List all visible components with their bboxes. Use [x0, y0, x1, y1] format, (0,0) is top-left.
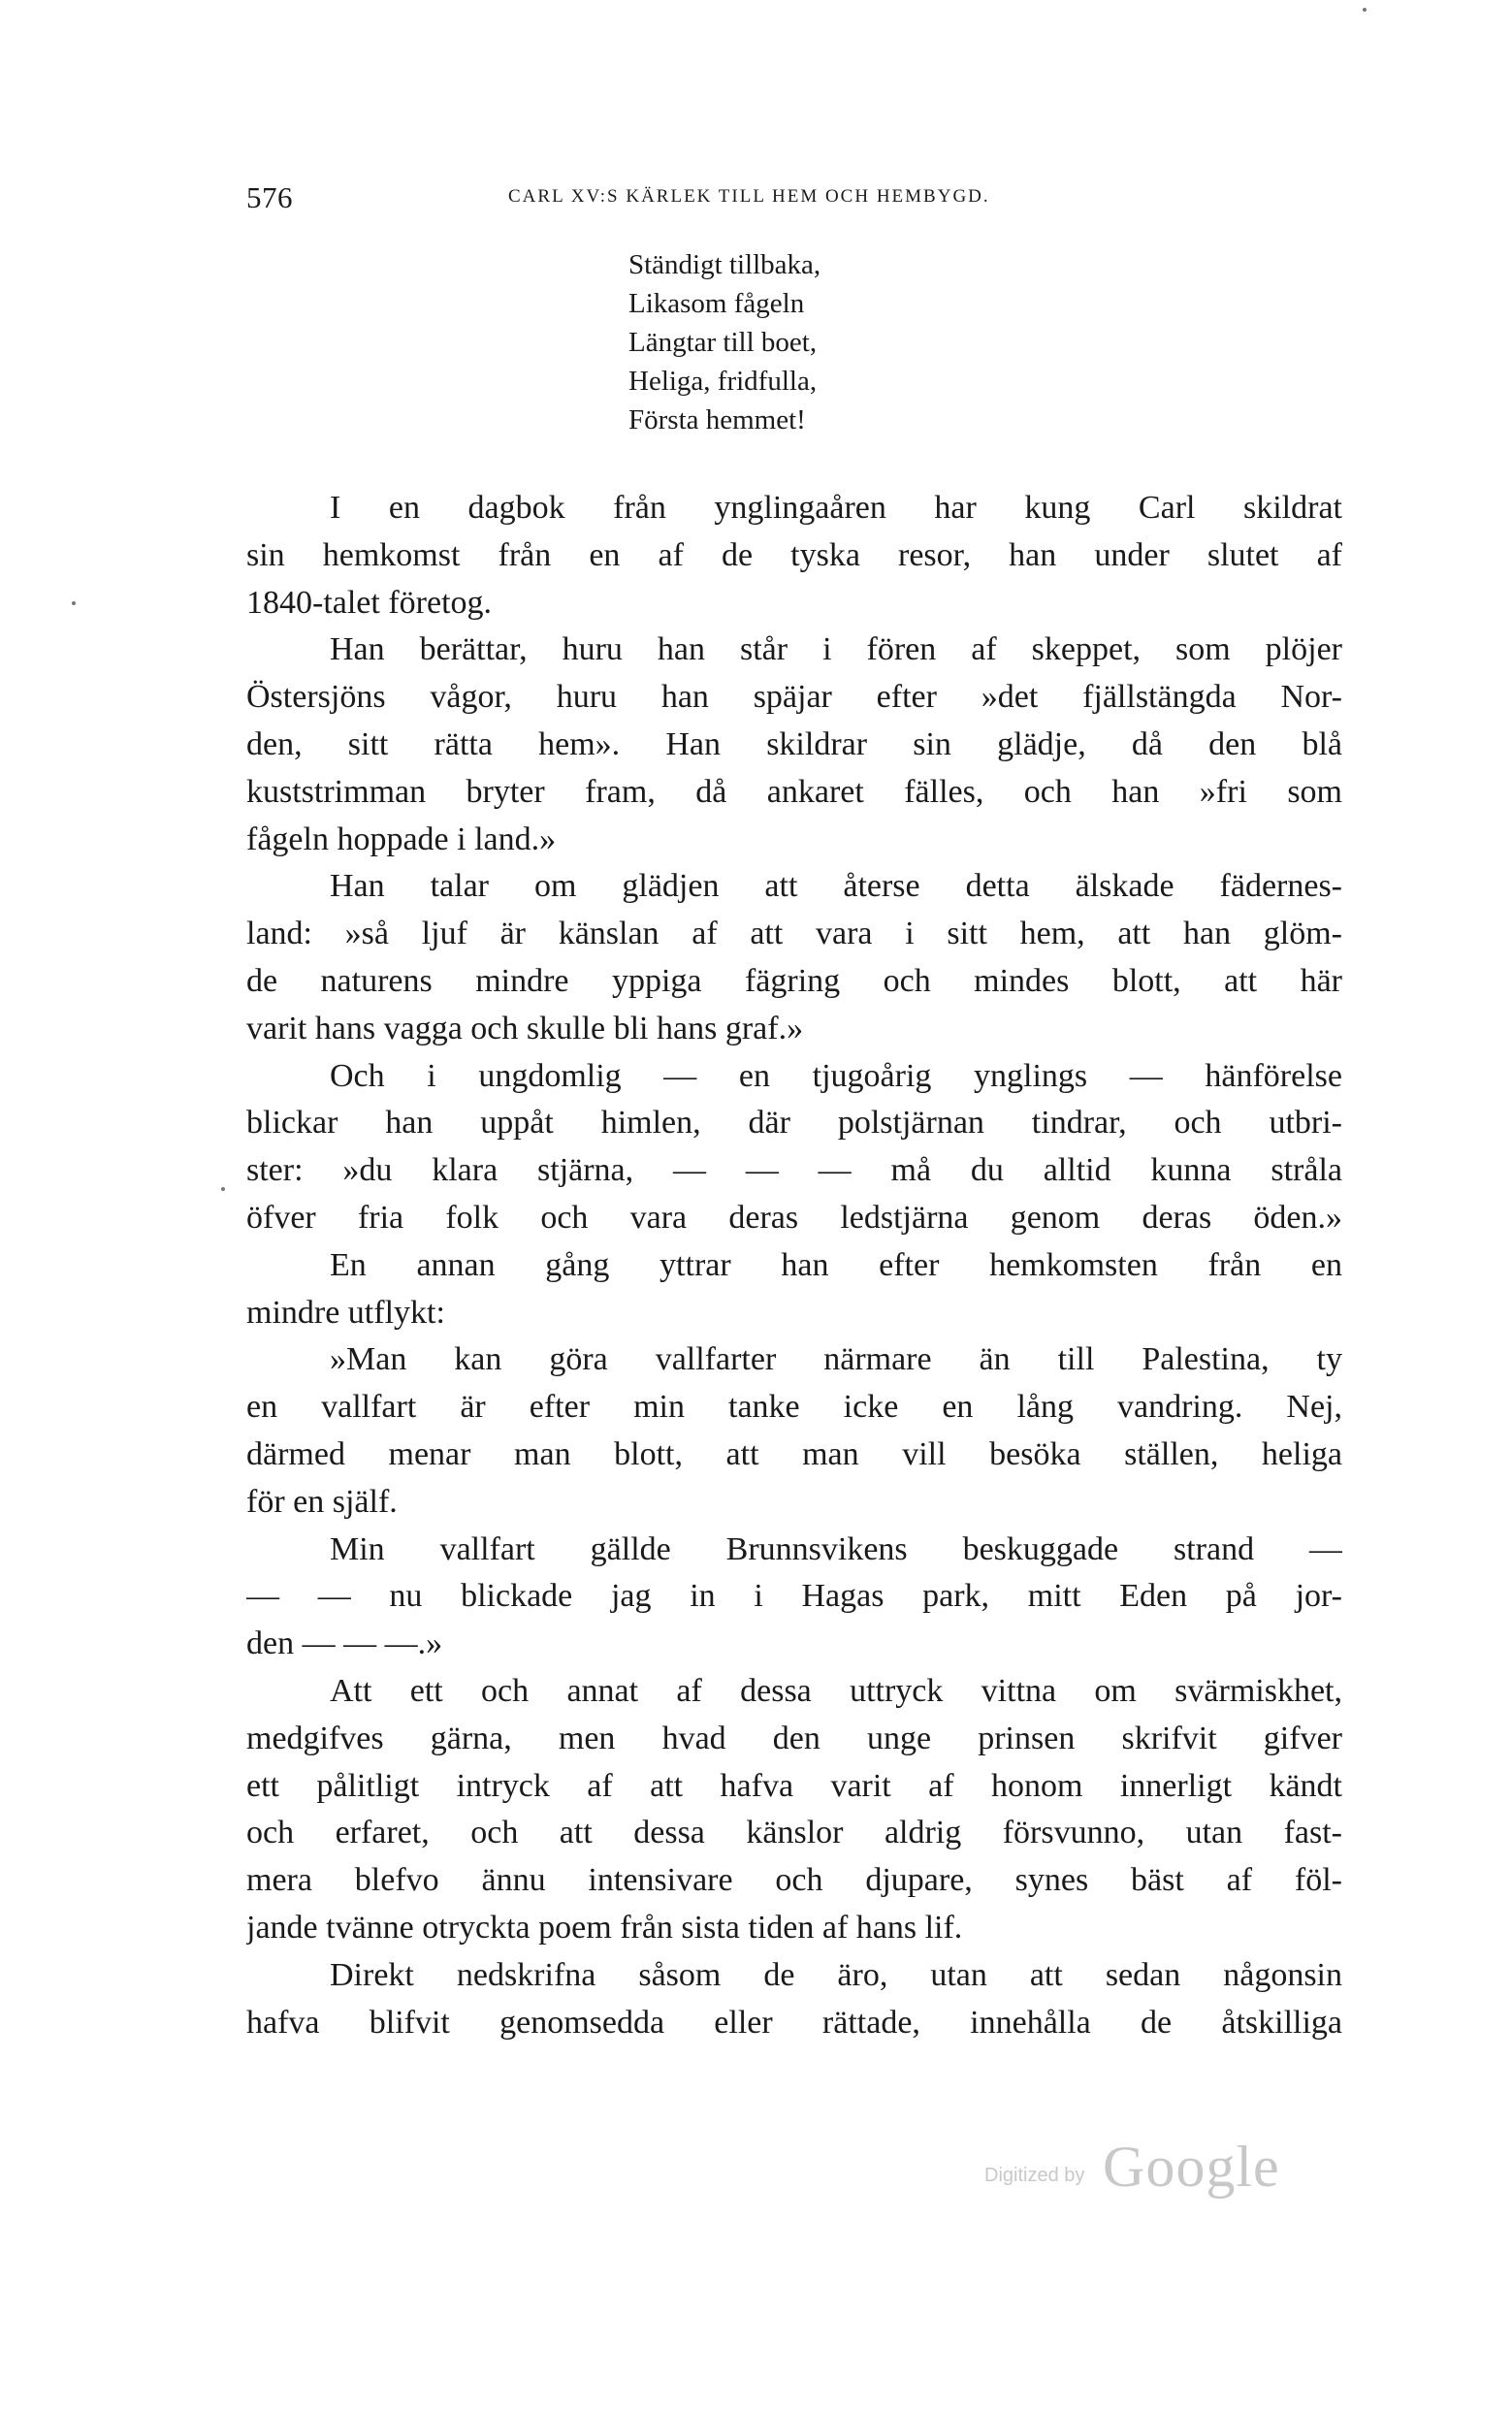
- body-text: [246, 485, 1342, 2046]
- text-line: en vallfart är efter min tanke icke en lång vandring. Nej,: [246, 1389, 1342, 1426]
- poem-line: Första hemmet!: [628, 404, 806, 435]
- text-line: varit hans vagga och skulle bli hans graf.»: [246, 1010, 804, 1046]
- text-line: och erfaret, och att dessa känslor aldrig försvunno, utan fast-: [246, 1815, 1342, 1851]
- text-line: »Man kan göra vallfarter närmare än till Palestina, ty: [330, 1341, 1342, 1378]
- text-line: de naturens mindre yppiga fägring och mindes blott, att här: [246, 962, 1342, 999]
- text-line: den, sitt rätta hem». Han skildrar sin glädje, då den blå: [246, 725, 1342, 762]
- text-line: öfver fria folk och vara deras ledstjärna genom deras öden.»: [246, 1199, 1342, 1236]
- text-line: kuststrimman bryter fram, då ankaret fälles, och han »fri som: [246, 773, 1342, 810]
- text-line: En annan gång yttrar han efter hemkomsten från en: [330, 1246, 1342, 1283]
- page-number: 576: [246, 180, 293, 214]
- scan-speck: [1363, 8, 1367, 12]
- text-line: Direkt nedskrifna såsom de äro, utan att sedan någonsin: [330, 1956, 1342, 1993]
- text-line: den — — —.»: [246, 1625, 443, 1662]
- running-head: [246, 180, 1342, 219]
- scan-speck: [221, 1187, 225, 1191]
- text-line: hafva blifvit genomsedda eller rättade, innehålla de åtskilliga: [246, 2004, 1342, 2041]
- poem-line: Ständigt tillbaka,: [628, 249, 821, 280]
- poem-line: Heliga, fridfulla,: [628, 366, 818, 397]
- text-line: därmed menar man blott, att man vill besöka ställen, heliga: [246, 1435, 1342, 1472]
- poem-line: Likasom fågeln: [628, 288, 805, 319]
- text-line: I en dagbok från ynglingaåren har kung Carl skildrat: [330, 490, 1342, 526]
- text-line: sin hemkomst från en af de tyska resor, han under slutet af: [246, 536, 1342, 573]
- text-line: 1840-talet företog.: [246, 584, 493, 621]
- text-line: Att ett och annat af dessa uttryck vittna om svärmiskhet,: [330, 1672, 1342, 1709]
- text-line: Och i ungdomlig — en tjugoårig ynglings — hänförelse: [330, 1057, 1342, 1094]
- text-line: fågeln hoppade i land.»: [246, 820, 557, 857]
- text-line: för en själf.: [246, 1483, 398, 1520]
- text-line: Han talar om glädjen att återse detta älskade fädernes-: [330, 868, 1342, 905]
- text-line: medgifves gärna, men hvad den unge prinsen skrifvit gifver: [246, 1720, 1342, 1756]
- poem-line: Längtar till boet,: [628, 327, 818, 358]
- text-line: Östersjöns vågor, huru han späjar efter »det fjällstängda Nor-: [246, 679, 1342, 716]
- text-line: blickar han uppåt himlen, där polstjärnan tindrar, och utbri-: [246, 1105, 1342, 1142]
- google-logo-text: Google: [1103, 2135, 1280, 2199]
- text-line: mera blefvo ännu intensivare och djupare, synes bäst af föl-: [246, 1862, 1342, 1899]
- digitized-by-google-watermark: [984, 2134, 1295, 2202]
- text-line: — — nu blickade jag in i Hagas park, mitt Eden på jor-: [246, 1578, 1342, 1615]
- text-line: jande tvänne otryckta poem från sista tiden af hans lif.: [246, 1909, 963, 1946]
- poem-stanza: [628, 245, 820, 439]
- watermark-prefix: Digitized by: [984, 2165, 1085, 2186]
- running-title: CARL XV:S KÄRLEK TILL HEM OCH HEMBYGD.: [508, 186, 990, 207]
- text-line: ster: »du klara stjärna, — — — må du alltid kunna stråla: [246, 1152, 1342, 1189]
- text-line: Han berättar, huru han står i fören af skeppet, som plöjer: [330, 631, 1342, 668]
- text-line: land: »så ljuf är känslan af att vara i sitt hem, att han glöm-: [246, 916, 1342, 952]
- text-line: Min vallfart gällde Brunnsvikens beskuggade strand —: [330, 1530, 1342, 1567]
- scan-speck: [72, 601, 76, 605]
- text-line: mindre utflykt:: [246, 1294, 445, 1331]
- text-line: ett pålitligt intryck af att hafva varit af honom innerligt kändt: [246, 1767, 1342, 1804]
